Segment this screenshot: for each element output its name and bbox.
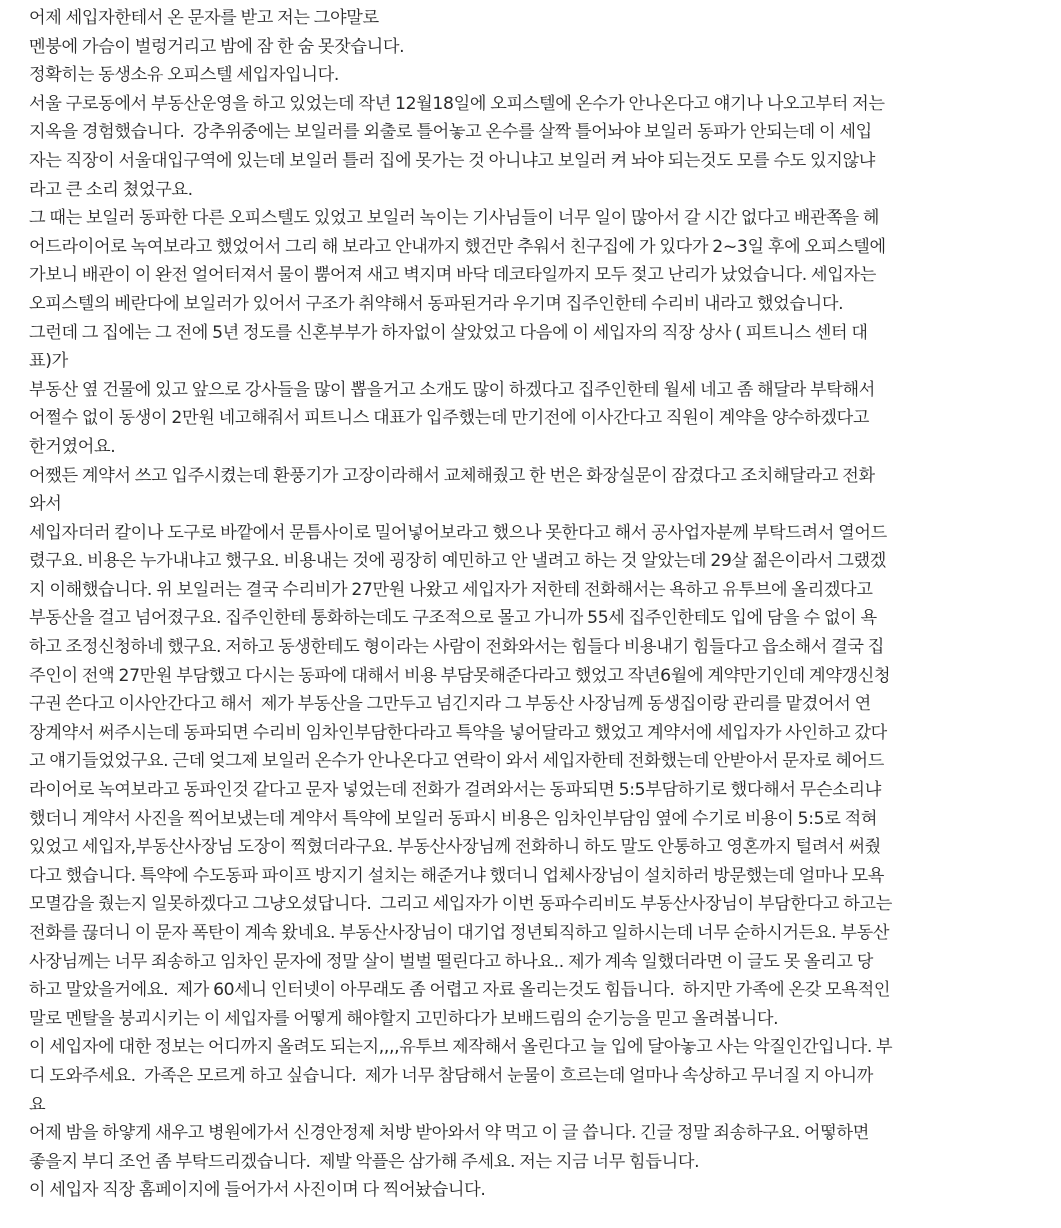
post-line: 부동산을 걸고 넘어졌구요. 집주인한테 통화하는데도 구조적으로 몰고 가니까 55세 집주인한테도 입에 담을 수 없이 욕 (29, 608, 877, 629)
post-line: 자는 직장이 서울대입구역에 있는데 보일러 틀러 집에 못가는 것 아니냐고 보일러 켜 놔야 되는것도 모를 수도 있지않냐 (29, 150, 875, 171)
post-line: 한거였어요. (29, 436, 116, 457)
post-line: 가보니 배관이 이 완전 얼어터져서 물이 뿜어져 새고 벽지며 바닥 데코타일까지 모두 젖고 난리가 났었습니다. 세입자는 (29, 265, 876, 286)
post-line: 고 얘기들었었구요. 근데 엊그제 보일러 온수가 안나온다고 연락이 와서 세입자한테 전화했는데 안받아서 문자로 헤어드 (29, 751, 884, 772)
post-line: 전화를 끊더니 이 문자 폭탄이 계속 왔네요. 부동산사장님이 대기업 정년퇴직하고 일하시는데 너무 순하시거든요. 부동산 (29, 923, 890, 943)
post-line: 하고 말았을거에요. 제가 60세니 인터넷이 아무래도 좀 어렵고 자료 올리는것도 힘듭니다. 하지만 가족에 온갖 모욕적인 (29, 980, 891, 1001)
post-line: 라이어로 녹여보라고 동파인것 같다고 문자 넣었는데 전화가 걸려와서는 동파되면 5:5부담하기로 했다해서 무슨소리냐 (29, 780, 882, 801)
post-line: 어제 세입자한테서 온 문자를 받고 저는 그야말로 (29, 8, 379, 28)
post-line: 멘붕에 가슴이 벌렁거리고 밤에 잠 한 숨 못잣습니다. (29, 36, 405, 57)
post-line: 좋을지 부디 조언 좀 부탁드리겠습니다. 제발 악플은 삼가해 주세요. 저는 지금 너무 힘듭니다. (29, 1151, 700, 1172)
post-line: 주인이 전액 27만원 부담했고 다시는 동파에 대해서 비용 부담못해준다라고 했었고 작년6월에 계약만기인데 계약갱신청 (29, 665, 891, 686)
post-line: 이 세입자 직장 홈페이지에 들어가서 사진이며 다 찍어놨습니다. (29, 1180, 486, 1201)
post-line: 장계약서 써주시는데 동파되면 수리비 임차인부담한다라고 특약을 넣어달라고 했었고 계약서에 세입자가 사인하고 갔다 (29, 722, 887, 743)
post-line: 그 때는 보일러 동파한 다른 오피스텔도 있었고 보일러 녹이는 기사님들이 너무 일이 많아서 갈 시간 없다고 배관쪽을 헤 (29, 208, 880, 229)
post-line: 세입자더러 칼이나 도구로 바깥에서 문틈사이로 밀어넣어보라고 했으나 못한다고 해서 공사업자분께 부탁드려서 열어드 (29, 522, 887, 543)
post-line: 다고 했습니다. 특약에 수도동파 파이프 방지기 설치는 해준거냐 했더니 업체사장님이 설치하러 방문했는데 얼마나 모욕 (29, 865, 884, 886)
post-body (29, 4, 1055, 1205)
post-line: 라고 큰 소리 쳤었구요. (29, 179, 193, 200)
post-line: 말로 멘탈을 붕괴시키는 이 세입자를 어떻게 해야할지 고민하다가 보배드림의 순기능을 믿고 올려봅니다. (29, 1008, 779, 1029)
post-line: 오피스텔의 베란다에 보일러가 있어서 구조가 취약해서 동파된거라 우기며 집주인한테 수리비 내라고 했었습니다. (29, 293, 844, 314)
post-line: 정확히는 동생소유 오피스텔 세입자입니다. (29, 65, 340, 86)
post-line: 표)가 (29, 351, 68, 372)
post-line: 했더니 계약서 사진을 찍어보냈는데 계약서 특약에 보일러 동파시 비용은 임차인부담임 옆에 수기로 비용이 5:5로 적혀 (29, 808, 878, 829)
post-line: 있었고 세입자,부동산사장님 도장이 찍혔더라구요. 부동산사장님께 전화하니 하도 말도 안통하고 영혼까지 털려서 써줬 (29, 837, 881, 858)
post-line: 하고 조정신청하네 했구요. 저하고 동생한테도 형이라는 사람이 전화와서는 힘들다 비용내기 힘들다고 읍소해서 결국 집 (29, 637, 884, 658)
post-line: 요 (29, 1094, 46, 1115)
post-line: 그런데 그 집에는 그 전에 5년 정도를 신혼부부가 하자없이 살았었고 다음에 이 세입자의 직장 상사 ( 피트니스 센터 대 (29, 322, 868, 343)
post-line: 구권 쓴다고 이사안간다고 해서 제가 부동산을 그만두고 넘긴지라 그 부동산 사장님께 동생집이랑 관리를 맡겼어서 연 (29, 694, 871, 715)
post-line: 어쩔수 없이 동생이 2만원 네고해줘서 피트니스 대표가 입주했는데 만기전에 이사간다고 직원이 계약을 양수하겠다고 (29, 408, 870, 429)
post-line: 사장님께는 너무 죄송하고 임차인 문자에 정말 살이 벌벌 떨린다고 하나요.. 제가 계속 일했더라면 이 글도 못 올리고 당 (29, 951, 874, 972)
post-line: 렸구요. 비용은 누가내냐고 했구요. 비용내는 것에 굉장히 예민하고 안 낼려고 하는 것 알았는데 29살 젊은이라서 그랬겠 (29, 551, 886, 572)
post-line: 이 세입자에 대한 정보는 어디까지 올려도 되는지,,,,유투브 제작해서 올린다고 늘 입에 달아놓고 사는 악질인간입니다. 부 (29, 1037, 893, 1058)
post-line: 지 이해했습니다. 위 보일러는 결국 수리비가 27만원 나왔고 세입자가 저한테 전화해서는 욕하고 유투브에 올리겠다고 (29, 579, 873, 600)
post-line: 모멸감을 줬는지 일못하겠다고 그냥오셨답니다. 그리고 세입자가 이번 동파수리비도 부동산사장님이 부담한다고 하고는 (29, 894, 893, 915)
post-line: 와서 (29, 494, 62, 515)
post-line: 디 도와주세요. 가족은 모르게 하고 싶습니다. 제가 너무 참담해서 눈물이 흐르는데 얼마나 속상하고 무너질 지 아니까 (29, 1065, 874, 1086)
post-line: 서울 구로동에서 부동산운영을 하고 있었는데 작년 12월18일에 오피스텔에 온수가 안나온다고 얘기나 나오고부터 저는 (29, 93, 885, 114)
post-line: 어드라이어로 녹여보라고 했었어서 그리 해 보라고 안내까지 했건만 추워서 친구집에 가 있다가 2~3일 후에 오피스텔에 (29, 236, 886, 257)
post-line: 지옥을 경험했습니다. 강추위중에는 보일러를 외출로 틀어놓고 온수를 살짝 틀어놔야 보일러 동파가 안되는데 이 세입 (29, 122, 872, 143)
post-line: 부동산 옆 건물에 있고 앞으로 강사들을 많이 뽑을거고 소개도 많이 하겠다고 집주인한테 월세 네고 좀 해달라 부탁해서 (29, 379, 875, 400)
post-line: 어제 밤을 하얗게 새우고 병원에가서 신경안정제 처방 받아와서 약 먹고 이 글 씁니다. 긴글 정말 죄송하구요. 어떻하면 (29, 1123, 869, 1144)
post-line: 어쨌든 계약서 쓰고 입주시켰는데 환풍기가 고장이라해서 교체해줬고 한 번은 화장실문이 잠겼다고 조치해달라고 전화 (29, 465, 875, 486)
